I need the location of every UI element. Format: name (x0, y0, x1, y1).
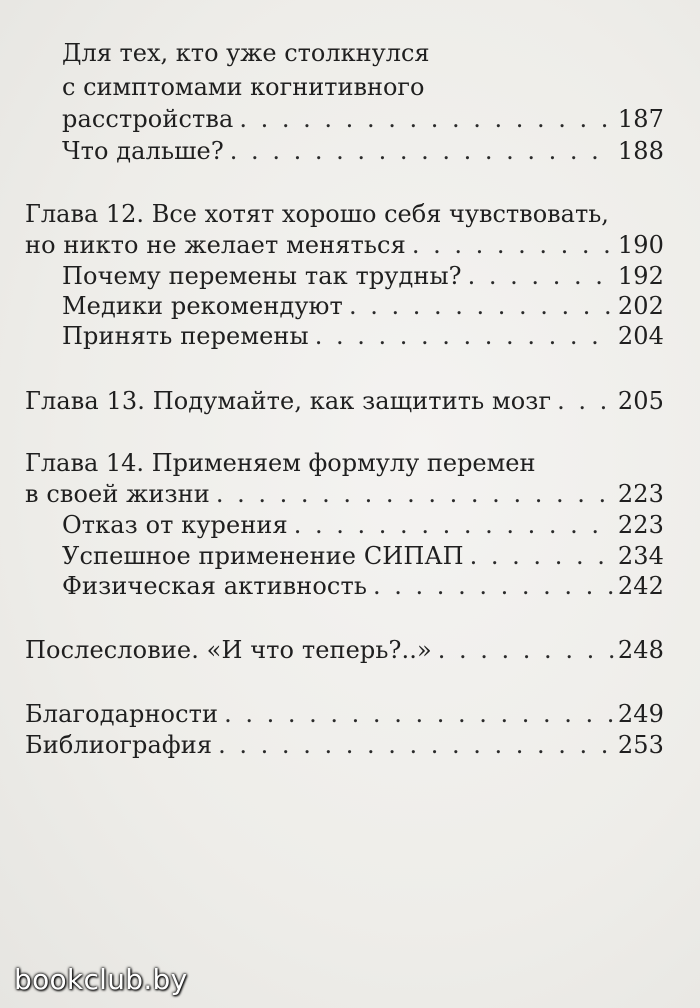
toc-section-why-change-hard[interactable] (62, 259, 664, 293)
toc-entry-line: Для тех, кто уже столкнулся (62, 39, 430, 67)
toc-chapter-14[interactable] (25, 477, 664, 511)
toc-acknowledgements[interactable] (25, 697, 664, 731)
toc-chapter-13[interactable] (25, 384, 664, 418)
toc-entry-title: Медики рекомендуют (62, 292, 343, 320)
toc-chapter-12[interactable] (25, 228, 664, 262)
toc-section-medics-recommend[interactable] (62, 289, 664, 323)
site-watermark: bookclub.by (14, 963, 188, 996)
dot-leader (224, 697, 614, 731)
toc-entry-title: в своей жизни (25, 480, 210, 508)
dot-leader (239, 102, 614, 136)
toc-entry-title: Что дальше? (62, 137, 224, 165)
toc-entry-title: Отказ от курения (62, 511, 288, 539)
chapter-title-line: Глава 14. Применяем формулу перемен (25, 449, 536, 477)
toc-entry-title: Физическая активность (62, 572, 368, 600)
dot-leader (230, 134, 614, 168)
toc-entry-title: Благодарности (25, 700, 219, 728)
page-number: 192 (617, 262, 664, 290)
dot-leader (218, 728, 614, 762)
dot-leader (216, 477, 614, 511)
toc-entry-title: Глава 13. Подумайте, как защитить мозг (25, 387, 552, 415)
page-number: 223 (617, 480, 664, 508)
page-number: 205 (617, 387, 664, 415)
toc-bibliography[interactable] (25, 728, 664, 762)
toc-entry-title: Успешное применение СИПАП (62, 542, 464, 570)
toc-afterword[interactable] (25, 633, 664, 667)
dot-leader (315, 319, 614, 353)
toc-section-physical-activity[interactable] (62, 569, 664, 603)
dot-leader (470, 539, 614, 573)
dot-leader (468, 259, 614, 293)
page-number: 187 (617, 105, 664, 133)
toc-entry-title: Послесловие. «И что теперь?..» (25, 636, 432, 664)
toc-entry-title: Почему перемены так трудны? (62, 262, 462, 290)
dot-leader (294, 508, 614, 542)
dot-leader (373, 569, 614, 603)
toc-entry-title: Принять перемены (62, 322, 309, 350)
toc-section-accept-change[interactable] (62, 319, 664, 353)
dot-leader (349, 289, 614, 323)
page-number: 204 (617, 322, 664, 350)
page-number: 190 (617, 231, 664, 259)
page-number: 242 (617, 572, 664, 600)
page-number: 248 (617, 636, 664, 664)
chapter-title-line: Глава 12. Все хотят хорошо себя чувствовать, (25, 200, 609, 228)
page-number: 253 (617, 731, 664, 759)
toc-entry-title: Библиография (25, 731, 213, 759)
toc-entry-title: но никто не желает меняться (25, 231, 406, 259)
toc-section-cpap[interactable] (62, 539, 664, 573)
dot-leader (438, 633, 614, 667)
page-number: 202 (617, 292, 664, 320)
dot-leader (557, 384, 614, 418)
page-number: 188 (617, 137, 664, 165)
toc-section-quit-smoking[interactable] (62, 508, 664, 542)
toc-entry-what-next[interactable] (62, 134, 664, 168)
toc-entry-cognitive[interactable] (62, 102, 664, 136)
page-number: 234 (617, 542, 664, 570)
dot-leader (412, 228, 614, 262)
page-number: 223 (617, 511, 664, 539)
page-number: 249 (617, 700, 664, 728)
toc-entry-line: с симптомами когнитивного (62, 73, 425, 101)
toc-entry-title: расстройства (62, 105, 234, 133)
